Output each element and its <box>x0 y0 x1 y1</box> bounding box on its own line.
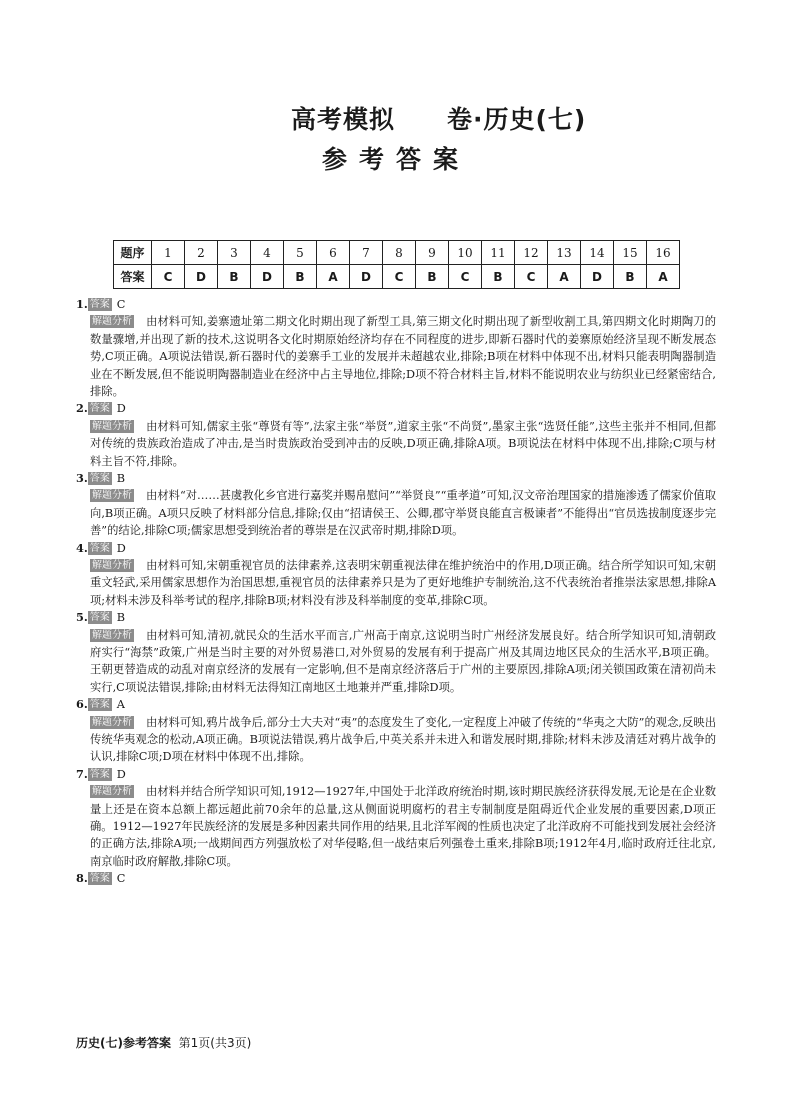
table-header-question: 题序 <box>114 241 152 265</box>
answer-tag: 答案 <box>89 699 110 711</box>
analysis-tag: 解题分析 <box>92 420 132 432</box>
answer-letter: D <box>581 265 614 289</box>
analysis-text: 由材料可知,儒家主张“尊贤有等”,法家主张“举贤”,道家主张“不尚贤”,墨家主张“选贤任能”,这些主张并不相同,但都对传统的贵族政治造成了冲击,是当时贵族政治受到冲击的反映,D项正确,排除A项。B项说法在材料中体现不出,排除;C项与材料主旨不符,排除。 <box>90 419 716 468</box>
question-number: 13 <box>548 241 581 265</box>
question-number: 3 <box>218 241 251 265</box>
answer-letter: A <box>548 265 581 289</box>
answer-letter: D <box>185 265 218 289</box>
analysis-text: 由材料可知,姜寨遗址第二期文化时期出现了新型工具,第三期文化时期出现了新型收割工具,第四期文化时期陶刀的数量骤增,并出现了新的技术,这说明各文化时期原始经济均存在不同程度的进步,即新石器时代的姜寨原始经济呈现不断发展态势,C项正确。A项说法错误,新石器时代的姜寨手工业的发展并未超越农业,排除;B项在材料中体现不出,材料只能表明陶器制造业在不断发展,但不能说明陶器制造业在经济中占主导地位,排除;D项不符合材料主旨,材料不能说明农业与纺织业已经紧密结合,排除。 <box>90 315 716 399</box>
answer-explanations <box>76 296 716 888</box>
question-number: 9 <box>416 241 449 265</box>
answer-tag: 答案 <box>89 768 110 780</box>
page-footer <box>76 1034 251 1051</box>
answer-letter: B <box>614 265 647 289</box>
answer-letter: C <box>383 265 416 289</box>
answer-line <box>76 696 716 713</box>
question-block-5 <box>76 609 716 696</box>
answer-tag: 答案 <box>89 542 110 554</box>
analysis-tag: 解题分析 <box>92 560 132 572</box>
analysis-tag: 解题分析 <box>92 316 132 328</box>
answer-value: B <box>116 472 126 486</box>
question-number: 5 <box>284 241 317 265</box>
question-number-label: 7. <box>76 766 88 781</box>
question-number: 10 <box>449 241 482 265</box>
answer-line <box>76 540 716 557</box>
answer-letter: C <box>515 265 548 289</box>
question-block-1 <box>76 296 716 400</box>
analysis-paragraph <box>90 313 716 400</box>
analysis-paragraph <box>90 627 716 697</box>
analysis-paragraph <box>90 783 716 870</box>
answer-tag: 答案 <box>89 612 110 624</box>
answer-line <box>76 400 716 417</box>
answer-letter: B <box>218 265 251 289</box>
answer-letter: D <box>350 265 383 289</box>
answer-value: C <box>116 872 126 886</box>
answer-value: D <box>116 541 126 555</box>
answer-table <box>113 240 680 289</box>
answer-value: C <box>116 298 126 311</box>
table-header-answer: 答案 <box>114 265 152 289</box>
question-block-3 <box>76 470 716 540</box>
answer-letter: C <box>449 265 482 289</box>
question-number-label: 1. <box>76 297 88 311</box>
question-number-row <box>114 241 680 265</box>
analysis-text: 由材料并结合所学知识可知,1912—1927年,中国处于北洋政府统治时期,该时期民族经济获得发展,无论是在企业数量上还是在资本总额上都远超此前70余年的总量,这从侧面说明腐朽的君主专制制度是阻碍近代企业发展的重要因素,D项正确。1912—1927年民族经济的发展是多种因素共同作用的结果,且北洋军阀的性质也决定了北洋政府不可能找到发展社会经济的正确方法,排除A项;一战期间西方列强放松了对华侵略,但一战结束后列强卷土重来,排除B项;1912年4月,临时政府迁往北京,南京临时政府解散,排除C项。 <box>90 785 716 868</box>
question-number: 14 <box>581 241 614 265</box>
answer-value: D <box>116 767 126 781</box>
answer-letter: D <box>251 265 284 289</box>
question-number: 12 <box>515 241 548 265</box>
answer-letter-row <box>114 265 680 289</box>
answer-tag: 答案 <box>89 299 110 310</box>
analysis-tag: 解题分析 <box>92 786 132 798</box>
question-number: 2 <box>185 241 218 265</box>
question-block-7 <box>76 766 716 870</box>
analysis-text: 由材料可知,鸦片战争后,部分士大夫对“夷”的态度发生了变化,一定程度上冲破了传统的“华夷之大防”的观念,反映出传统华夷观念的松动,A项正确。B项说法错误,鸦片战争后,中英关系并未进入和谐发展时期,排除;材料未涉及清廷对鸦片战争的认识,排除C项;D项在材料中体现不出,排除。 <box>90 715 716 764</box>
question-number-label: 8. <box>76 871 88 886</box>
question-number-label: 2. <box>76 401 88 416</box>
question-block-8 <box>76 870 716 887</box>
answer-value: A <box>116 698 125 712</box>
answer-line <box>76 766 716 783</box>
analysis-text: 由材料可知,清初,就民众的生活水平而言,广州高于南京,这说明当时广州经济发展良好。结合所学知识可知,清朝政府实行“海禁”政策,广州是当时主要的对外贸易港口,对外贸易的发展有利于提高广州及其周边地区民众的生活水平,B项正确。王朝更替造成的动乱对南京经济的发展有一定影响,但不是南京经济落后于广州的主要原因,排除A项;闭关锁国政策在清初尚未实行,C项说法错误,排除;由材料无法得知江南地区土地兼并严重,排除D项。 <box>90 628 716 694</box>
analysis-paragraph <box>90 714 716 766</box>
question-number-label: 5. <box>76 610 88 625</box>
question-number: 11 <box>482 241 515 265</box>
answer-value: D <box>116 402 126 416</box>
answer-letter: B <box>416 265 449 289</box>
question-block-2 <box>76 400 716 470</box>
footer-page-number: 第1页(共3页) <box>178 1036 252 1050</box>
analysis-text: 由材料可知,宋朝重视官员的法律素养,这表明宋朝重视法律在维护统治中的作用,D项正确。结合所学知识可知,宋朝重文轻武,采用儒家思想作为治国思想,重视官员的法律素养只是为了更好地维护专制统治,这不代表统治者推崇法家思想,排除A项;材料未涉及科举考试的程序,排除B项;材料没有涉及科举制度的变革,排除C项。 <box>90 559 716 607</box>
question-number-label: 6. <box>76 697 88 712</box>
question-number: 15 <box>614 241 647 265</box>
question-number: 8 <box>383 241 416 265</box>
analysis-paragraph <box>90 487 716 539</box>
question-number-label: 4. <box>76 540 88 555</box>
exam-title: 高考模拟 卷·历史(七) <box>291 105 587 134</box>
question-block-6 <box>76 696 716 766</box>
question-number: 4 <box>251 241 284 265</box>
answer-tag: 答案 <box>89 403 110 415</box>
answer-tag: 答案 <box>89 873 110 885</box>
question-number: 1 <box>152 241 185 265</box>
analysis-tag: 解题分析 <box>92 629 132 641</box>
answer-letter: B <box>482 265 515 289</box>
analysis-paragraph <box>90 418 716 470</box>
question-number-label: 3. <box>76 471 88 486</box>
question-number: 6 <box>317 241 350 265</box>
answer-tag: 答案 <box>89 473 110 485</box>
answer-letter: A <box>317 265 350 289</box>
answer-letter: A <box>647 265 680 289</box>
answer-value: B <box>116 611 126 625</box>
footer-doc-title: 历史(七)参考答案 <box>76 1036 171 1050</box>
answer-key-heading: 参考答案 <box>322 145 471 174</box>
answer-letter: B <box>284 265 317 289</box>
answer-line <box>76 296 716 313</box>
answer-letter: C <box>152 265 185 289</box>
analysis-text: 由材料“对……甚虞教化乡官进行嘉奖并赐帛慰问”“举贤良”“重孝道”可知,汉文帝治理国家的措施渗透了儒家价值取向,B项正确。A项只反映了材料部分信息,排除;仅由“招请侯王、公卿,郡守举贤良能直言极谏者”不能得出“官员选拔制度逐步完善”的结论,排除C项;儒家思想受到统治者的尊崇是在汉武帝时期,排除D项。 <box>90 489 716 538</box>
question-number: 7 <box>350 241 383 265</box>
analysis-tag: 解题分析 <box>92 716 132 728</box>
question-block-4 <box>76 540 716 610</box>
answer-line <box>76 870 716 887</box>
question-number: 16 <box>647 241 680 265</box>
analysis-paragraph <box>90 557 716 609</box>
analysis-tag: 解题分析 <box>92 490 132 502</box>
answer-line <box>76 609 716 626</box>
answer-line <box>76 470 716 487</box>
